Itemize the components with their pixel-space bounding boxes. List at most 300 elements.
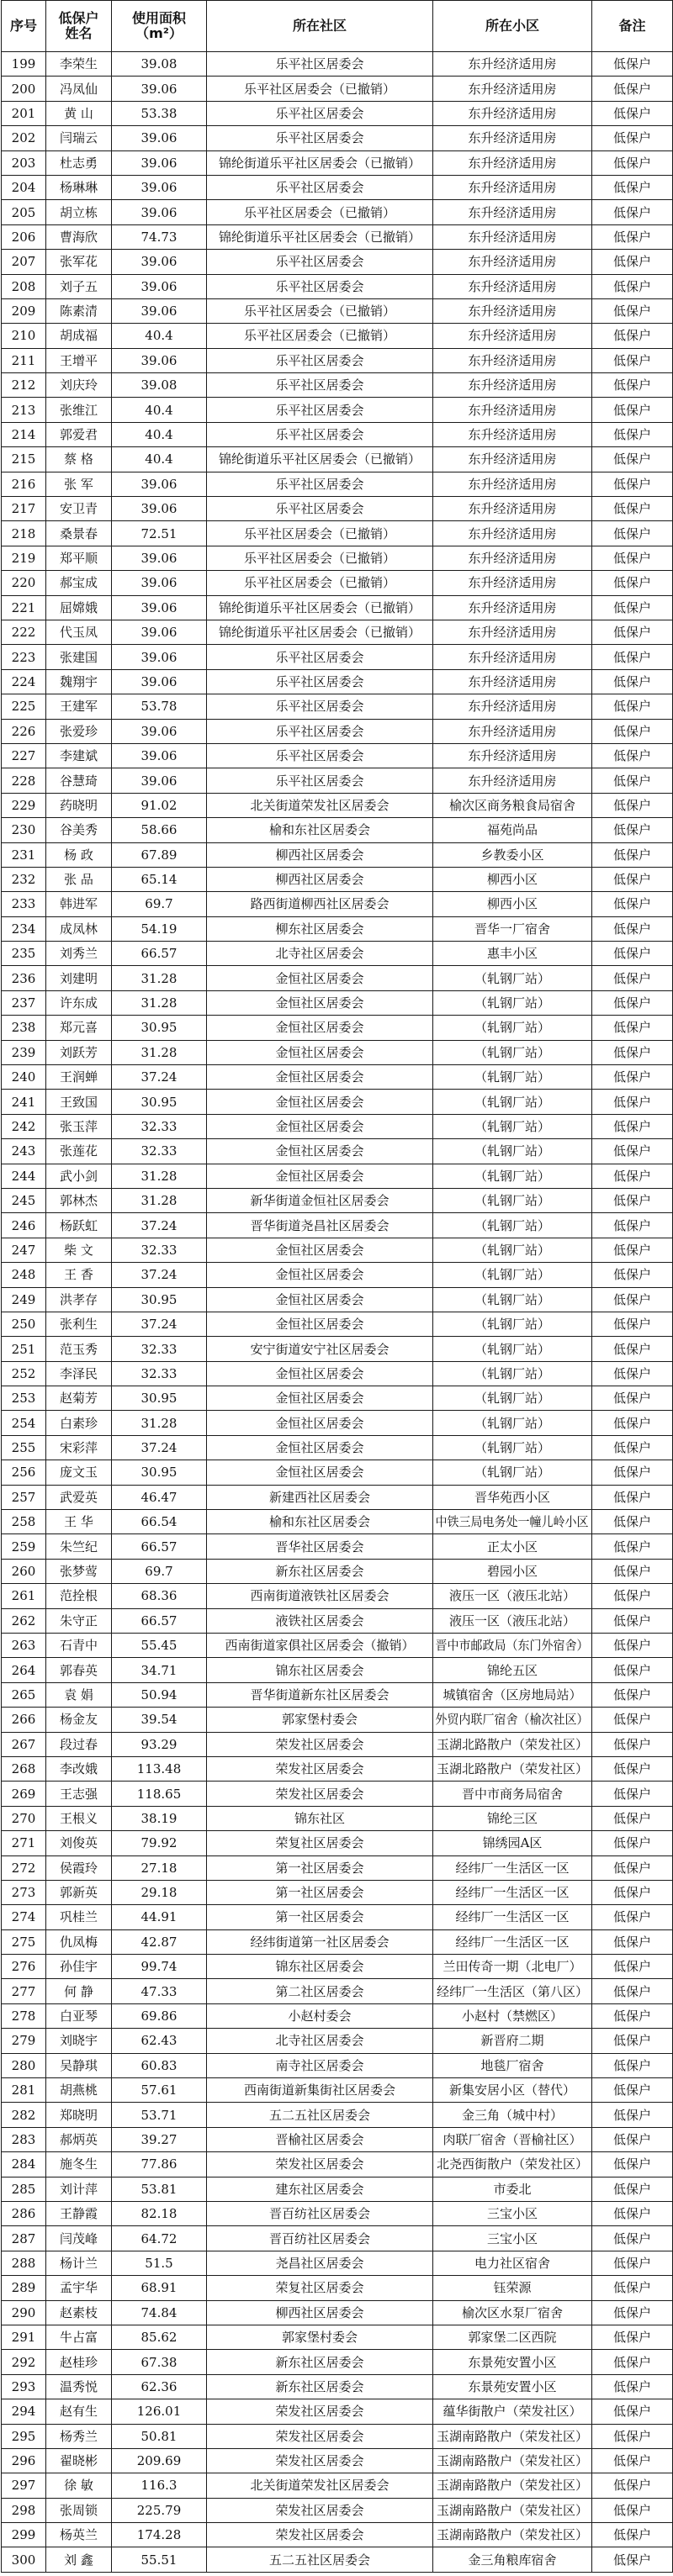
- row-number-text: 265: [11, 1687, 36, 1702]
- row-number-cell: [2, 298, 46, 323]
- community-cell: [207, 1929, 433, 1954]
- community-text: 南寺社区居委会: [275, 2057, 364, 2073]
- residential-estate-cell: [433, 1411, 592, 1435]
- household-name-text: 孙佳宇: [59, 1959, 98, 1975]
- household-name-text: 郑平顺: [59, 551, 98, 566]
- community-text: 晋榆社区居委会: [275, 2132, 364, 2147]
- row-number-cell: [2, 2226, 46, 2251]
- table-row: [2, 645, 673, 669]
- row-number-text: 267: [11, 1736, 36, 1752]
- usable-area-text: 57.61: [140, 2082, 178, 2098]
- remark-cell: [592, 224, 673, 249]
- usable-area-text: 37.24: [140, 1267, 178, 1283]
- remark-cell: [592, 398, 673, 422]
- community-text: 柳西社区居委会: [275, 2304, 364, 2320]
- community-text: 乐平社区居委会: [275, 180, 364, 196]
- usable-area-text: 30.95: [140, 1291, 178, 1307]
- remark-text: 低保户: [612, 1983, 651, 1999]
- row-number-cell: [2, 1855, 46, 1880]
- row-number-cell: [2, 1880, 46, 1904]
- household-name-text: 朱守正: [59, 1613, 98, 1628]
- usable-area-cell: [112, 793, 207, 817]
- household-name-cell: [46, 916, 112, 941]
- household-name-text: 王 华: [64, 1514, 93, 1530]
- community-text: 榆和东社区居委会: [268, 822, 370, 838]
- table-row: [2, 224, 673, 249]
- community-text: 柳东社区居委会: [275, 921, 364, 937]
- community-cell: [207, 1485, 433, 1509]
- household-name-cell: [46, 2078, 112, 2103]
- residential-estate-text: 东升经济适用房: [468, 773, 557, 789]
- remark-text: 低保户: [612, 180, 651, 196]
- household-name-cell: [46, 175, 112, 199]
- community-text: 乐平社区居委会: [275, 723, 364, 739]
- row-number-cell: [2, 2201, 46, 2225]
- residential-estate-text: 地毯厂宿舍: [480, 2057, 544, 2073]
- row-number-text: 208: [11, 278, 36, 294]
- household-name-cell: [46, 1559, 112, 1583]
- row-number-cell: [2, 1658, 46, 1682]
- remark-text: 低保户: [612, 2354, 651, 2370]
- community-cell: [207, 669, 433, 694]
- usable-area-text: 32.33: [140, 1242, 178, 1258]
- row-number-cell: [2, 2103, 46, 2127]
- community-cell: [207, 867, 433, 891]
- row-number-cell: [2, 2003, 46, 2028]
- row-number-cell: [2, 1435, 46, 1460]
- residential-estate-text: （轧钢厂站）: [474, 995, 550, 1011]
- row-number-text: 285: [11, 2181, 36, 2197]
- table-row: [2, 546, 673, 570]
- usable-area-text: 66.57: [140, 946, 178, 962]
- usable-area-text: 69.7: [145, 1564, 173, 1580]
- row-number-cell: [2, 645, 46, 669]
- community-text: 路西街道柳西社区居委会: [250, 896, 389, 912]
- row-number-text: 224: [11, 673, 36, 689]
- usable-area-text: 32.33: [140, 1365, 178, 1381]
- household-name-text: 巩桂兰: [59, 1909, 98, 1925]
- residential-estate-cell: [433, 224, 592, 249]
- row-number-text: 264: [11, 1662, 36, 1678]
- table-row: [2, 2251, 673, 2275]
- household-name-text: 杨秀兰: [59, 2428, 98, 2444]
- remark-cell: [592, 1979, 673, 2003]
- community-text: 金恒社区居委会: [275, 1465, 364, 1481]
- remark-cell: [592, 1139, 673, 1164]
- remark-text: 低保户: [612, 2230, 651, 2246]
- household-name-text: 王致国: [59, 1094, 98, 1110]
- residential-estate-text: 三宝小区: [486, 2206, 538, 2222]
- residential-estate-cell: [433, 126, 592, 150]
- household-name-cell: [46, 521, 112, 546]
- row-number-text: 258: [11, 1514, 36, 1530]
- residential-estate-text: 东升经济适用房: [468, 723, 557, 739]
- household-name-text: 张利生: [59, 1317, 98, 1333]
- usable-area-cell: [112, 2399, 207, 2424]
- residential-estate-text: 郭家堡二区西院: [468, 2330, 557, 2346]
- community-cell: [207, 77, 433, 101]
- household-name-text: 闫茂峰: [59, 2230, 98, 2246]
- household-name-text: 白素珍: [59, 1415, 98, 1431]
- remark-cell: [592, 250, 673, 274]
- household-name-cell: [46, 793, 112, 817]
- community-text: 乐平社区居委会: [275, 105, 364, 121]
- usable-area-text: 126.01: [136, 2404, 182, 2420]
- residential-estate-text: 东升经济适用房: [468, 56, 557, 72]
- household-name-text: 张 军: [64, 476, 93, 492]
- table-row: [2, 2103, 673, 2127]
- table-row: [2, 620, 673, 644]
- usable-area-text: 67.89: [140, 847, 178, 863]
- usable-area-cell: [112, 2473, 207, 2498]
- community-cell: [207, 2003, 433, 2028]
- usable-area-text: 68.91: [140, 2280, 178, 2296]
- usable-area-text: 93.29: [140, 1736, 178, 1752]
- residential-estate-text: 锦纶五区: [486, 1662, 538, 1678]
- community-cell: [207, 916, 433, 941]
- residential-estate-text: 新晋府二期: [480, 2033, 544, 2049]
- row-number-text: 255: [11, 1440, 36, 1456]
- remark-text: 低保户: [612, 525, 651, 541]
- community-cell: [207, 1287, 433, 1312]
- residential-estate-cell: [433, 2177, 592, 2201]
- residential-estate-cell: [433, 2103, 592, 2127]
- community-text: 新华街道金恒社区居委会: [250, 1193, 389, 1209]
- community-text: 乐平社区居委会: [275, 699, 364, 715]
- row-number-cell: [2, 52, 46, 77]
- row-number-cell: [2, 1139, 46, 1164]
- residential-estate-cell: [433, 1213, 592, 1238]
- residential-estate-text: 东升经济适用房: [468, 551, 557, 566]
- remark-cell: [592, 1682, 673, 1707]
- table-header: [2, 1, 673, 52]
- row-number-text: 284: [11, 2156, 36, 2172]
- remark-cell: [592, 966, 673, 990]
- household-name-cell: [46, 1756, 112, 1781]
- remark-cell: [592, 2448, 673, 2473]
- residential-estate-cell: [433, 546, 592, 570]
- remark-text: 低保户: [612, 204, 651, 220]
- residential-estate-cell: [433, 2003, 592, 2028]
- community-cell: [207, 1708, 433, 1732]
- household-name-text: 仇凤梅: [59, 1934, 98, 1950]
- remark-text: 低保户: [612, 723, 651, 739]
- table-row: [2, 1880, 673, 1904]
- remark-text: 低保户: [612, 1909, 651, 1925]
- table-row: [2, 1905, 673, 1929]
- household-name-cell: [46, 1634, 112, 1658]
- residential-estate-cell: [433, 497, 592, 521]
- residential-estate-cell: [433, 1831, 592, 1855]
- usable-area-cell: [112, 546, 207, 570]
- row-number-text: 222: [11, 625, 36, 641]
- row-number-text: 211: [11, 352, 36, 368]
- remark-text: 低保户: [612, 1860, 651, 1876]
- usable-area-text: 34.71: [140, 1662, 178, 1678]
- usable-area-cell: [112, 1831, 207, 1855]
- residential-estate-text: 柳西小区: [486, 872, 538, 888]
- usable-area-cell: [112, 398, 207, 422]
- column-header-note-label: 备注: [618, 18, 646, 34]
- remark-cell: [592, 1855, 673, 1880]
- usable-area-text: 37.24: [140, 1217, 178, 1233]
- residential-estate-cell: [433, 1312, 592, 1336]
- row-number-text: 206: [11, 229, 36, 245]
- community-cell: [207, 324, 433, 348]
- row-number-text: 239: [11, 1044, 36, 1060]
- table-row: [2, 2276, 673, 2300]
- usable-area-text: 69.86: [140, 2009, 178, 2024]
- community-text: 郭家堡村委会: [281, 1712, 358, 1728]
- row-number-text: 220: [11, 575, 36, 591]
- residential-estate-text: 中铁三局电务处一幢儿岭小区: [436, 1514, 589, 1530]
- usable-area-text: 39.06: [140, 501, 178, 517]
- usable-area-cell: [112, 2276, 207, 2300]
- household-name-cell: [46, 1287, 112, 1312]
- household-name-cell: [46, 2448, 112, 2473]
- row-number-cell: [2, 1584, 46, 1608]
- usable-area-text: 53.81: [140, 2181, 178, 2197]
- usable-area-cell: [112, 150, 207, 175]
- community-cell: [207, 1658, 433, 1682]
- usable-area-cell: [112, 1386, 207, 1411]
- residential-estate-cell: [433, 101, 592, 125]
- remark-cell: [592, 2029, 673, 2053]
- community-text: 安宁街道安宁社区居委会: [250, 1341, 389, 1357]
- row-number-cell: [2, 2053, 46, 2077]
- community-text: 荣发社区居委会: [275, 1786, 364, 1802]
- residential-estate-cell: [433, 2276, 592, 2300]
- residential-estate-cell: [433, 1756, 592, 1781]
- community-text: 金恒社区居委会: [275, 1242, 364, 1258]
- remark-cell: [592, 2350, 673, 2374]
- household-name-text: 桑景春: [59, 525, 98, 541]
- remark-cell: [592, 595, 673, 620]
- usable-area-cell: [112, 1016, 207, 1040]
- table-row: [2, 2350, 673, 2374]
- row-number-text: 228: [11, 773, 36, 789]
- household-name-text: 杨 政: [64, 847, 93, 863]
- residential-estate-cell: [433, 1090, 592, 1114]
- usable-area-text: 44.91: [140, 1909, 178, 1925]
- usable-area-cell: [112, 2498, 207, 2522]
- household-name-cell: [46, 101, 112, 125]
- usable-area-text: 30.95: [140, 1020, 178, 1036]
- residential-estate-text: 榆次区水泵厂宿舍: [461, 2304, 563, 2320]
- remark-cell: [592, 2078, 673, 2103]
- remark-text: 低保户: [612, 501, 651, 517]
- community-cell: [207, 224, 433, 249]
- community-cell: [207, 521, 433, 546]
- residential-estate-cell: [433, 1584, 592, 1608]
- residential-estate-text: 东升经济适用房: [468, 501, 557, 517]
- remark-cell: [592, 1016, 673, 1040]
- usable-area-text: 39.54: [140, 1712, 178, 1728]
- community-cell: [207, 1732, 433, 1756]
- household-name-cell: [46, 2201, 112, 2225]
- residential-estate-cell: [433, 2152, 592, 2177]
- remark-text: 低保户: [612, 377, 651, 393]
- community-text: 金恒社区居委会: [275, 1267, 364, 1283]
- residential-estate-cell: [433, 1386, 592, 1411]
- community-text: 荣发社区居委会: [275, 1736, 364, 1752]
- usable-area-cell: [112, 2103, 207, 2127]
- row-number-text: 204: [11, 180, 36, 196]
- row-number-cell: [2, 818, 46, 842]
- row-number-text: 263: [11, 1638, 36, 1654]
- row-number-cell: [2, 719, 46, 743]
- table-row: [2, 1559, 673, 1583]
- remark-text: 低保户: [612, 2453, 651, 2469]
- remark-cell: [592, 150, 673, 175]
- table-row: [2, 842, 673, 867]
- usable-area-text: 85.62: [140, 2330, 178, 2346]
- usable-area-cell: [112, 2152, 207, 2177]
- remark-cell: [592, 942, 673, 966]
- table-row: [2, 2053, 673, 2077]
- remark-cell: [592, 2498, 673, 2522]
- column-header-community-label: 所在社区: [292, 18, 347, 34]
- row-number-text: 251: [11, 1341, 36, 1357]
- household-name-text: 张 品: [64, 872, 93, 888]
- community-text: 金恒社区居委会: [275, 1094, 364, 1110]
- row-number-cell: [2, 472, 46, 496]
- usable-area-cell: [112, 101, 207, 125]
- community-cell: [207, 1065, 433, 1090]
- usable-area-text: 118.65: [136, 1786, 182, 1802]
- residential-estate-cell: [433, 422, 592, 446]
- residential-estate-cell: [433, 694, 592, 719]
- table-row: [2, 101, 673, 125]
- household-name-cell: [46, 472, 112, 496]
- row-number-text: 246: [11, 1217, 36, 1233]
- row-number-text: 277: [11, 1983, 36, 1999]
- row-number-text: 247: [11, 1242, 36, 1258]
- residential-estate-cell: [433, 719, 592, 743]
- household-name-text: 段过春: [59, 1736, 98, 1752]
- remark-text: 低保户: [612, 2330, 651, 2346]
- table-row: [2, 1090, 673, 1114]
- household-name-cell: [46, 966, 112, 990]
- residential-estate-cell: [433, 250, 592, 274]
- residential-estate-text: 东升经济适用房: [468, 105, 557, 121]
- community-cell: [207, 497, 433, 521]
- community-text: 西南街道家俱社区居委会（撤销）: [225, 1638, 415, 1654]
- row-number-text: 233: [11, 896, 36, 912]
- usable-area-text: 39.06: [140, 352, 178, 368]
- table-row: [2, 818, 673, 842]
- household-name-cell: [46, 2424, 112, 2448]
- community-text: 郭家堡村委会: [281, 2330, 358, 2346]
- community-text: 新建西社区居委会: [268, 1489, 370, 1505]
- row-number-text: 218: [11, 525, 36, 541]
- table-row: [2, 669, 673, 694]
- residential-estate-text: 晋华一厂宿舍: [474, 921, 550, 937]
- community-cell: [207, 150, 433, 175]
- community-text: 五二五社区居委会: [268, 2107, 370, 2123]
- remark-cell: [592, 1361, 673, 1386]
- table-row: [2, 1040, 673, 1064]
- household-name-text: 吴静琪: [59, 2057, 98, 2073]
- community-text: 小赵村委会: [288, 2009, 352, 2024]
- community-cell: [207, 818, 433, 842]
- remark-text: 低保户: [612, 1143, 651, 1159]
- community-text: 晋华街道尧昌社区居委会: [250, 1217, 389, 1233]
- remark-text: 低保户: [612, 1094, 651, 1110]
- residential-estate-text: 液压一区（液压北站）: [448, 1588, 575, 1604]
- usable-area-cell: [112, 1732, 207, 1756]
- residential-estate-text: （轧钢厂站）: [474, 1341, 550, 1357]
- usable-area-text: 42.87: [140, 1934, 178, 1950]
- usable-area-text: 30.95: [140, 1094, 178, 1110]
- household-name-text: 刘庆玲: [59, 377, 98, 393]
- residential-estate-text: 晋中市商务局宿舍: [461, 1786, 563, 1802]
- remark-cell: [592, 324, 673, 348]
- remark-cell: [592, 1090, 673, 1114]
- community-cell: [207, 2152, 433, 2177]
- usable-area-cell: [112, 842, 207, 867]
- remark-text: 低保户: [612, 2132, 651, 2147]
- remark-text: 低保户: [612, 575, 651, 591]
- column-header-area-label: 使用面积（m²）: [131, 10, 186, 41]
- usable-area-cell: [112, 1040, 207, 1064]
- residential-estate-cell: [433, 645, 592, 669]
- remark-text: 低保户: [612, 625, 651, 641]
- table-row: [2, 2300, 673, 2325]
- usable-area-cell: [112, 77, 207, 101]
- row-number-text: 210: [11, 328, 36, 344]
- usable-area-text: 39.08: [140, 377, 178, 393]
- community-cell: [207, 2498, 433, 2522]
- residential-estate-cell: [433, 1065, 592, 1090]
- table-row: [2, 324, 673, 348]
- row-number-text: 282: [11, 2107, 36, 2123]
- row-number-text: 289: [11, 2280, 36, 2296]
- community-text: 乐平社区居委会: [275, 352, 364, 368]
- residential-estate-text: 玉湖南路散户（荣发社区）: [436, 2527, 588, 2543]
- column-header-name-label: 低保户姓名: [58, 10, 99, 41]
- residential-estate-text: 东升经济适用房: [468, 229, 557, 245]
- remark-text: 低保户: [612, 847, 651, 863]
- residential-estate-text: 肉联厂宿舍（晋榆社区）: [442, 2132, 582, 2147]
- table-row: [2, 1238, 673, 1262]
- residential-estate-cell: [433, 2498, 592, 2522]
- usable-area-text: 39.06: [140, 773, 178, 789]
- row-number-cell: [2, 1929, 46, 1954]
- residential-estate-text: （轧钢厂站）: [474, 1168, 550, 1184]
- household-name-text: 杨跃虹: [59, 1217, 98, 1233]
- residential-estate-cell: [433, 150, 592, 175]
- usable-area-cell: [112, 2300, 207, 2325]
- usable-area-text: 31.28: [140, 970, 178, 986]
- household-name-text: 郑元喜: [59, 1020, 98, 1036]
- residential-estate-cell: [433, 942, 592, 966]
- table-row: [2, 571, 673, 595]
- row-number-cell: [2, 1090, 46, 1114]
- remark-text: 低保户: [612, 1786, 651, 1802]
- residential-estate-text: （轧钢厂站）: [474, 1440, 550, 1456]
- usable-area-text: 31.28: [140, 1415, 178, 1431]
- remark-text: 低保户: [612, 551, 651, 566]
- community-text: 乐平社区居委会: [275, 278, 364, 294]
- usable-area-text: 39.08: [140, 56, 178, 72]
- table-row: [2, 1929, 673, 1954]
- residential-estate-cell: [433, 1682, 592, 1707]
- residential-estate-cell: [433, 1337, 592, 1361]
- residential-estate-text: （轧钢厂站）: [474, 1267, 550, 1283]
- community-cell: [207, 175, 433, 199]
- community-text: 金恒社区居委会: [275, 1391, 364, 1407]
